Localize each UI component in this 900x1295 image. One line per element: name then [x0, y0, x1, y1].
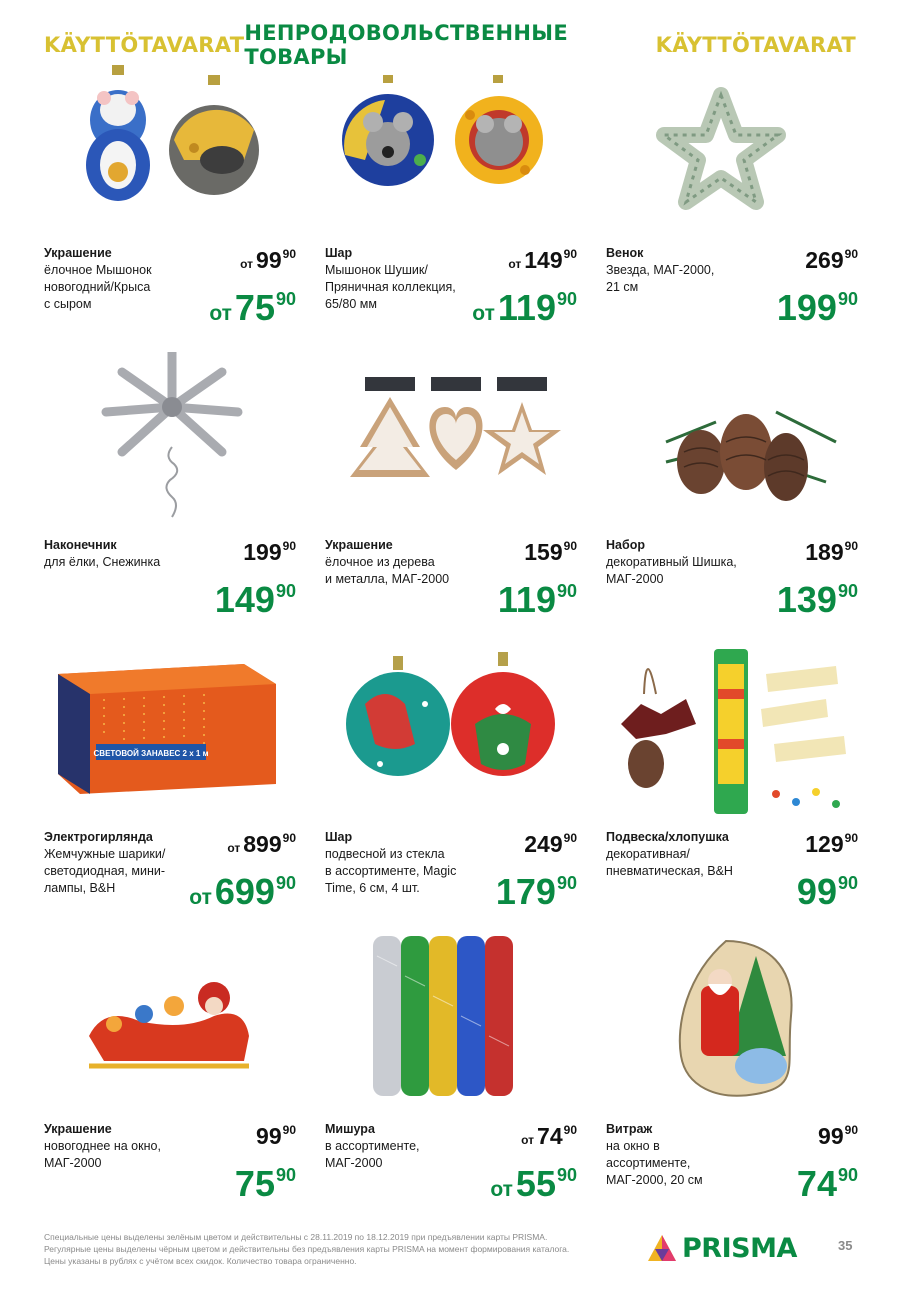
price-block	[437, 825, 577, 918]
product-card[interactable]	[44, 936, 296, 1228]
product-row	[44, 644, 856, 936]
special-price: $99^{90}$	[796, 871, 858, 912]
product-image-mouse-balls	[325, 60, 577, 238]
regular-price: от $899^{90}$	[227, 831, 296, 857]
page-header	[44, 21, 856, 69]
footer-disclaimer	[44, 1231, 624, 1267]
special-price: $199^{90}$	[776, 287, 858, 328]
prisma-triangle-icon	[646, 1233, 678, 1263]
product-line: МАГ-2000	[325, 1156, 383, 1170]
box-label: СВЕТОВОЙ ЗАНАВЕС 2 x 1 м	[93, 749, 209, 758]
product-line: ёлочное Мышонок	[44, 263, 152, 277]
product-card[interactable]	[606, 60, 858, 352]
price-block	[718, 825, 858, 918]
regular-price: $129^{90}$	[805, 831, 858, 857]
product-line: 65/80 мм	[325, 297, 377, 311]
product-line: декоративная/	[606, 847, 690, 861]
regular-price: $249^{90}$	[524, 831, 577, 857]
regular-price: $99^{90}$	[256, 1123, 296, 1149]
product-line: МАГ-2000	[44, 1156, 102, 1170]
special-price: $179^{90}$	[495, 871, 577, 912]
regular-price: $199^{90}$	[243, 539, 296, 565]
product-line: новогоднее на окно,	[44, 1139, 161, 1153]
price-block	[718, 533, 858, 626]
product-line: в ассортименте,	[325, 1139, 420, 1153]
product-title: Электрогирлянда	[44, 830, 153, 844]
product-line: и металла, МАГ-2000	[325, 572, 450, 586]
product-row	[44, 352, 856, 644]
product-image-snowflake-topper	[44, 352, 296, 530]
product-line: лампы, B&H	[44, 881, 116, 895]
product-line: Звезда, МАГ-2000,	[606, 263, 715, 277]
product-title: Шар	[325, 246, 353, 260]
footer-line: Регулярные цены выделены чёрным цветом и действительны без предъявления карты PRISMA на момент формирования каталога.	[44, 1244, 570, 1254]
product-line: Пряничная коллекция,	[325, 280, 456, 294]
price-block	[437, 1117, 577, 1210]
product-line: новогодний/Крыса	[44, 280, 151, 294]
regular-price: $269^{90}$	[805, 247, 858, 273]
regular-price: от $74^{90}$	[521, 1123, 577, 1149]
product-card[interactable]	[325, 936, 577, 1228]
price-block	[156, 825, 296, 918]
special-price: $119^{90}$	[497, 579, 577, 620]
product-line: 21 см	[606, 280, 639, 294]
product-line: пневматическая, B&H	[606, 864, 733, 878]
price-block	[156, 241, 296, 334]
price-block	[718, 241, 858, 334]
product-title: Украшение	[44, 246, 112, 260]
product-image-tinsel	[325, 936, 577, 1114]
special-price: $149^{90}$	[214, 579, 296, 620]
product-title: Шар	[325, 830, 353, 844]
regular-price: от $149^{90}$	[508, 247, 577, 273]
product-image-mouse-ornaments	[44, 60, 296, 238]
product-title: Украшение	[44, 1122, 112, 1136]
product-line: ёлочное из дерева	[325, 555, 435, 569]
product-card[interactable]	[44, 60, 296, 352]
header-left: KÄYTTÖTAVARAT	[44, 33, 245, 57]
product-image-pinecones	[606, 352, 858, 530]
product-line: Time, 6 см, 4 шт.	[325, 881, 420, 895]
product-card[interactable]	[325, 352, 577, 644]
product-line: МАГ-2000, 20 см	[606, 1173, 703, 1187]
product-title: Украшение	[325, 538, 393, 552]
product-image-star-wreath	[606, 60, 858, 238]
header-right: KÄYTTÖTAVARAT	[655, 33, 856, 57]
footer-line: Специальные цены выделены зелёным цветом и действительны с 28.11.2019 по 18.12.2019 при предъявлении карты PRISMA.	[44, 1232, 548, 1242]
product-line: на окно в ассортименте,	[606, 1139, 691, 1170]
special-price: $139^{90}$	[776, 579, 858, 620]
regular-price: $189^{90}$	[805, 539, 858, 565]
product-line: с сыром	[44, 297, 92, 311]
price-block	[718, 1117, 858, 1210]
product-image-santa-stained-glass	[606, 936, 858, 1114]
product-line: декоративный Шишка,	[606, 555, 737, 569]
logo-text: PRISMA	[682, 1232, 797, 1264]
product-line: МАГ-2000	[606, 572, 664, 586]
special-price: $от55^{90}$	[490, 1163, 577, 1204]
special-price: $от699^{90}$	[189, 871, 296, 912]
product-image-glass-balls	[325, 644, 577, 822]
product-card[interactable]	[44, 352, 296, 644]
price-block	[156, 1117, 296, 1210]
product-image-pendant-popper	[606, 644, 858, 822]
product-title: Подвеска/хлопушка	[606, 830, 729, 844]
product-image-wooden-ornaments	[325, 352, 577, 530]
product-card[interactable]	[325, 60, 577, 352]
product-card[interactable]	[606, 644, 858, 936]
product-line: подвесной из стекла	[325, 847, 445, 861]
product-title: Венок	[606, 246, 644, 260]
price-block	[437, 241, 577, 334]
product-line: Мышонок Шушик/	[325, 263, 428, 277]
product-line: Жемчужные шарики/	[44, 847, 166, 861]
footer-line: Цены указаны в рублях с учётом всех скидок. Количество товара ограниченно.	[44, 1256, 357, 1266]
special-price: $от119^{90}$	[472, 287, 577, 328]
product-card[interactable]	[606, 352, 858, 644]
page-number: 35	[838, 1238, 853, 1253]
regular-price: $159^{90}$	[524, 539, 577, 565]
product-line: для ёлки, Снежинка	[44, 555, 161, 569]
product-title: Витраж	[606, 1122, 653, 1136]
product-title: Наконечник	[44, 538, 117, 552]
header-center: НЕПРОДОВОЛЬСТВЕННЫЕ ТОВАРЫ	[244, 21, 568, 69]
price-block	[156, 533, 296, 626]
product-image-garland-box	[44, 644, 296, 822]
product-card[interactable]	[325, 644, 577, 936]
product-card[interactable]	[44, 644, 296, 936]
product-card[interactable]	[606, 936, 858, 1228]
product-line: светодиодная, мини-	[44, 864, 165, 878]
regular-price: от $99^{90}$	[240, 247, 296, 273]
price-block	[437, 533, 577, 626]
product-row	[44, 60, 856, 352]
special-price: $75^{90}$	[234, 1163, 296, 1204]
prisma-logo	[646, 1228, 802, 1268]
product-line: в ассортименте, Magic	[325, 864, 457, 878]
product-title: Набор	[606, 538, 645, 552]
special-price: $от75^{90}$	[209, 287, 296, 328]
product-title: Мишура	[325, 1122, 375, 1136]
special-price: $74^{90}$	[796, 1163, 858, 1204]
regular-price: $99^{90}$	[818, 1123, 858, 1149]
product-image-sleigh-decoration	[44, 936, 296, 1114]
product-row	[44, 936, 856, 1228]
